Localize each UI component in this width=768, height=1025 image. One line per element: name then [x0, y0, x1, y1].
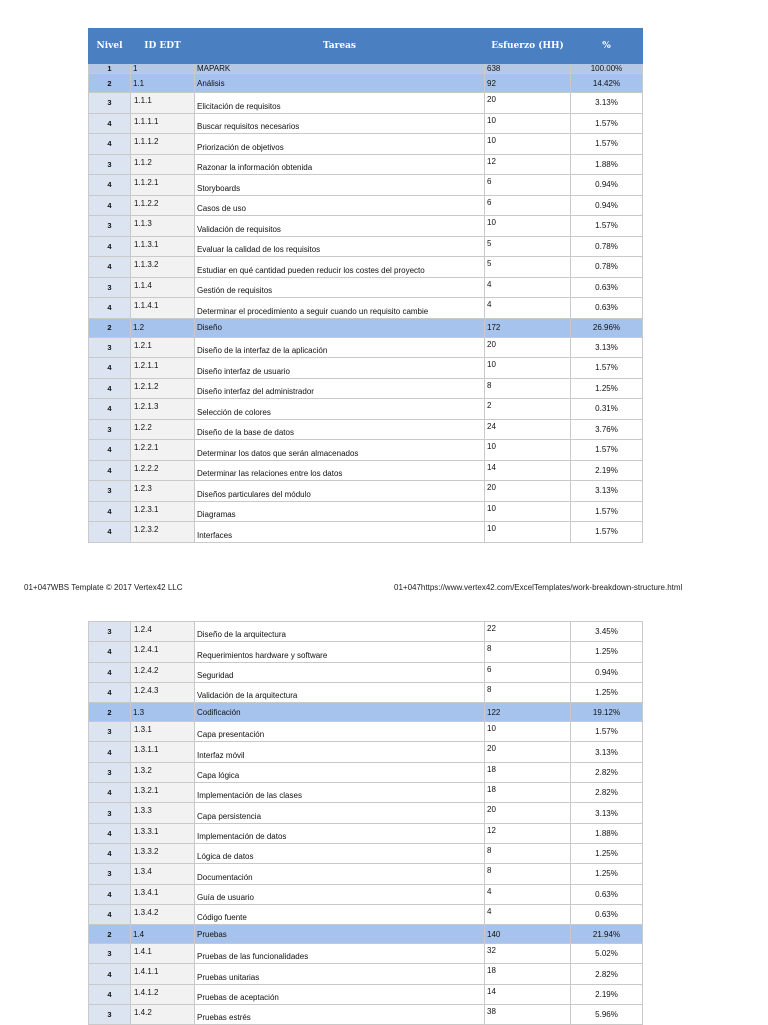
cell-nivel: 4 [89, 843, 131, 863]
table-row [89, 154, 643, 175]
cell-task: Diseño de la base de datos [195, 419, 485, 440]
cell-effort: 20 [485, 481, 571, 502]
cell-nivel: 2 [89, 925, 131, 944]
table-row [89, 864, 643, 884]
header-id-edt: ID EDT [131, 29, 195, 64]
cell-percent: 1.57% [571, 216, 643, 237]
cell-task: Guía de usuario [195, 884, 485, 904]
cell-effort: 18 [485, 783, 571, 803]
wbs-table-bottom [88, 621, 643, 1025]
cell-nivel: 4 [89, 113, 131, 134]
cell-id-edt: 1.4.2 [131, 1005, 195, 1025]
cell-percent: 5.96% [571, 1005, 643, 1025]
cell-effort: 6 [485, 175, 571, 196]
cell-nivel: 3 [89, 154, 131, 175]
cell-percent: 0.63% [571, 277, 643, 298]
cell-id-edt: 1.3.4.1 [131, 884, 195, 904]
table-row [89, 964, 643, 984]
cell-id-edt: 1.4.1.1 [131, 964, 195, 984]
cell-id-edt: 1.2.2.2 [131, 460, 195, 481]
header-row [89, 29, 643, 64]
table-row [89, 522, 643, 543]
cell-effort: 20 [485, 93, 571, 114]
cell-id-edt: 1.1.2 [131, 154, 195, 175]
table-row [89, 703, 643, 722]
cell-id-edt: 1 [131, 64, 195, 74]
cell-percent: 0.94% [571, 662, 643, 682]
cell-effort: 20 [485, 337, 571, 358]
cell-task: Implementación de datos [195, 823, 485, 843]
cell-percent: 26.96% [571, 318, 643, 337]
cell-nivel: 4 [89, 984, 131, 1004]
table-row [89, 134, 643, 155]
cell-nivel: 4 [89, 884, 131, 904]
cell-id-edt: 1.1 [131, 74, 195, 93]
cell-percent: 0.78% [571, 236, 643, 257]
cell-task: Elicitación de requisitos [195, 93, 485, 114]
cell-effort: 32 [485, 944, 571, 964]
cell-percent: 1.57% [571, 358, 643, 379]
table-row [89, 843, 643, 863]
cell-nivel: 4 [89, 358, 131, 379]
cell-task: Pruebas [195, 925, 485, 944]
cell-effort: 6 [485, 195, 571, 216]
table-row [89, 257, 643, 278]
cell-percent: 0.94% [571, 195, 643, 216]
cell-id-edt: 1.1.4 [131, 277, 195, 298]
cell-id-edt: 1.1.4.1 [131, 298, 195, 319]
cell-percent: 2.82% [571, 964, 643, 984]
cell-percent: 1.57% [571, 501, 643, 522]
cell-effort: 12 [485, 823, 571, 843]
cell-nivel: 4 [89, 236, 131, 257]
cell-nivel: 4 [89, 662, 131, 682]
cell-task: Capa presentación [195, 722, 485, 742]
cell-task: Buscar requisitos necesarios [195, 113, 485, 134]
cell-percent: 1.57% [571, 722, 643, 742]
cell-task: Determinar los datos que serán almacenados [195, 440, 485, 461]
table-row [89, 175, 643, 196]
table-row [89, 378, 643, 399]
cell-effort: 10 [485, 113, 571, 134]
cell-effort: 38 [485, 1005, 571, 1025]
table-row [89, 399, 643, 420]
cell-effort: 5 [485, 257, 571, 278]
cell-percent: 1.25% [571, 843, 643, 863]
cell-id-edt: 1.2 [131, 318, 195, 337]
table-row [89, 113, 643, 134]
cell-task: Determinar las relaciones entre los datos [195, 460, 485, 481]
cell-effort: 92 [485, 74, 571, 93]
cell-task: Interfaz móvil [195, 742, 485, 762]
cell-nivel: 4 [89, 964, 131, 984]
cell-nivel: 4 [89, 522, 131, 543]
cell-task: Determinar el procedimiento a seguir cuando un requisito cambie [195, 298, 485, 319]
cell-percent: 1.25% [571, 642, 643, 662]
cell-id-edt: 1.3.2 [131, 762, 195, 782]
cell-percent: 14.42% [571, 74, 643, 93]
cell-effort: 122 [485, 703, 571, 722]
cell-nivel: 3 [89, 944, 131, 964]
table-row [89, 419, 643, 440]
cell-id-edt: 1.3.4.2 [131, 904, 195, 924]
cell-percent: 2.19% [571, 460, 643, 481]
cell-task: Análisis [195, 74, 485, 93]
cell-effort: 12 [485, 154, 571, 175]
cell-nivel: 4 [89, 378, 131, 399]
cell-effort: 10 [485, 134, 571, 155]
table-row [89, 74, 643, 93]
cell-percent: 3.76% [571, 419, 643, 440]
cell-effort: 20 [485, 803, 571, 823]
cell-id-edt: 1.1.1.2 [131, 134, 195, 155]
cell-percent: 0.63% [571, 884, 643, 904]
cell-nivel: 4 [89, 783, 131, 803]
table-row [89, 742, 643, 762]
table-row [89, 884, 643, 904]
cell-task: Diseño de la arquitectura [195, 622, 485, 642]
cell-effort: 18 [485, 964, 571, 984]
cell-nivel: 4 [89, 642, 131, 662]
cell-effort: 14 [485, 460, 571, 481]
cell-effort: 5 [485, 236, 571, 257]
cell-nivel: 4 [89, 904, 131, 924]
table-row [89, 823, 643, 843]
cell-nivel: 3 [89, 419, 131, 440]
cell-nivel: 4 [89, 399, 131, 420]
cell-percent: 2.19% [571, 984, 643, 1004]
cell-task: Estudiar en qué cantidad pueden reducir los costes del proyecto [195, 257, 485, 278]
cell-id-edt: 1.3 [131, 703, 195, 722]
table-row [89, 722, 643, 742]
cell-task: Codificación [195, 703, 485, 722]
cell-task: Gestión de requisitos [195, 277, 485, 298]
cell-task: Priorización de objetivos [195, 134, 485, 155]
cell-id-edt: 1.2.3 [131, 481, 195, 502]
cell-task: Diseño interfaz del administrador [195, 378, 485, 399]
cell-task: Casos de uso [195, 195, 485, 216]
wbs-table-top [88, 28, 643, 543]
cell-effort: 8 [485, 642, 571, 662]
cell-id-edt: 1.2.4.3 [131, 682, 195, 702]
cell-effort: 10 [485, 501, 571, 522]
table-body [89, 622, 643, 1025]
cell-task: Validación de la arquitectura [195, 682, 485, 702]
cell-nivel: 3 [89, 864, 131, 884]
cell-nivel: 3 [89, 1005, 131, 1025]
cell-id-edt: 1.4.1 [131, 944, 195, 964]
table-row [89, 93, 643, 114]
cell-percent: 0.78% [571, 257, 643, 278]
cell-percent: 100.00% [571, 64, 643, 74]
table-row [89, 298, 643, 319]
cell-effort: 24 [485, 419, 571, 440]
cell-nivel: 4 [89, 134, 131, 155]
table-row [89, 944, 643, 964]
cell-task: Interfaces [195, 522, 485, 543]
cell-id-edt: 1.1.1 [131, 93, 195, 114]
cell-nivel: 4 [89, 742, 131, 762]
cell-effort: 4 [485, 298, 571, 319]
cell-id-edt: 1.2.1.3 [131, 399, 195, 420]
cell-percent: 1.57% [571, 113, 643, 134]
cell-effort: 10 [485, 216, 571, 237]
cell-id-edt: 1.2.1 [131, 337, 195, 358]
table-row [89, 925, 643, 944]
cell-nivel: 4 [89, 440, 131, 461]
cell-percent: 1.88% [571, 823, 643, 843]
cell-effort: 4 [485, 884, 571, 904]
cell-percent: 1.25% [571, 864, 643, 884]
cell-effort: 14 [485, 984, 571, 1004]
cell-task: Seguridad [195, 662, 485, 682]
cell-nivel: 2 [89, 318, 131, 337]
cell-nivel: 3 [89, 93, 131, 114]
cell-task: Selección de colores [195, 399, 485, 420]
cell-effort: 638 [485, 64, 571, 74]
cell-task: Implementación de las clases [195, 783, 485, 803]
cell-effort: 10 [485, 440, 571, 461]
cell-task: Documentación [195, 864, 485, 884]
cell-effort: 4 [485, 904, 571, 924]
table-row [89, 642, 643, 662]
cell-task: Pruebas unitarias [195, 964, 485, 984]
table-row [89, 662, 643, 682]
table-row [89, 440, 643, 461]
cell-percent: 3.13% [571, 93, 643, 114]
cell-id-edt: 1.3.4 [131, 864, 195, 884]
cell-id-edt: 1.1.3 [131, 216, 195, 237]
table-row [89, 236, 643, 257]
cell-percent: 5.02% [571, 944, 643, 964]
cell-nivel: 4 [89, 682, 131, 702]
cell-task: Diseños particulares del módulo [195, 481, 485, 502]
footer-left: 01+047WBS Template © 2017 Vertex42 LLC [24, 583, 183, 592]
cell-task: Capa persistencia [195, 803, 485, 823]
table-row [89, 622, 643, 642]
cell-id-edt: 1.2.2.1 [131, 440, 195, 461]
cell-task: Pruebas de las funcionalidades [195, 944, 485, 964]
cell-percent: 1.57% [571, 134, 643, 155]
cell-task: Pruebas estrés [195, 1005, 485, 1025]
cell-id-edt: 1.3.2.1 [131, 783, 195, 803]
cell-task: Storyboards [195, 175, 485, 196]
cell-nivel: 3 [89, 762, 131, 782]
cell-effort: 140 [485, 925, 571, 944]
table-row [89, 195, 643, 216]
cell-nivel: 3 [89, 722, 131, 742]
cell-task: Razonar la información obtenida [195, 154, 485, 175]
cell-id-edt: 1.4.1.2 [131, 984, 195, 1004]
cell-percent: 1.88% [571, 154, 643, 175]
table-row [89, 481, 643, 502]
cell-effort: 172 [485, 318, 571, 337]
cell-percent: 0.94% [571, 175, 643, 196]
cell-nivel: 3 [89, 803, 131, 823]
cell-effort: 20 [485, 742, 571, 762]
table-row [89, 682, 643, 702]
footer-right: 01+047https://www.vertex42.com/ExcelTemplates/work-breakdown-structure.html [394, 583, 683, 592]
cell-task: Diseño [195, 318, 485, 337]
cell-effort: 22 [485, 622, 571, 642]
table-row [89, 216, 643, 237]
cell-percent: 1.57% [571, 440, 643, 461]
cell-id-edt: 1.2.4.2 [131, 662, 195, 682]
cell-nivel: 4 [89, 298, 131, 319]
cell-effort: 6 [485, 662, 571, 682]
cell-effort: 10 [485, 722, 571, 742]
table-row [89, 358, 643, 379]
header-nivel: Nivel [89, 29, 131, 64]
cell-nivel: 1 [89, 64, 131, 74]
cell-nivel: 4 [89, 460, 131, 481]
table-row [89, 762, 643, 782]
table-row [89, 904, 643, 924]
cell-nivel: 4 [89, 257, 131, 278]
cell-id-edt: 1.1.1.1 [131, 113, 195, 134]
cell-task: Código fuente [195, 904, 485, 924]
table-row [89, 984, 643, 1004]
cell-percent: 3.45% [571, 622, 643, 642]
cell-task: Diseño de la interfaz de la aplicación [195, 337, 485, 358]
cell-percent: 3.13% [571, 803, 643, 823]
cell-id-edt: 1.2.4.1 [131, 642, 195, 662]
cell-nivel: 3 [89, 216, 131, 237]
table-row [89, 501, 643, 522]
header-esfuerzo: Esfuerzo (HH) [485, 29, 571, 64]
cell-id-edt: 1.3.1.1 [131, 742, 195, 762]
cell-id-edt: 1.1.3.1 [131, 236, 195, 257]
cell-percent: 0.63% [571, 298, 643, 319]
header-tareas: Tareas [195, 29, 485, 64]
cell-effort: 18 [485, 762, 571, 782]
cell-task: Diseño interfaz de usuario [195, 358, 485, 379]
table-row [89, 460, 643, 481]
cell-task: Validación de requisitos [195, 216, 485, 237]
header-percent: % [571, 29, 643, 64]
cell-id-edt: 1.3.3.2 [131, 843, 195, 863]
cell-effort: 10 [485, 358, 571, 379]
cell-id-edt: 1.2.1.1 [131, 358, 195, 379]
table-row [89, 318, 643, 337]
cell-percent: 2.82% [571, 762, 643, 782]
cell-percent: 21.94% [571, 925, 643, 944]
cell-id-edt: 1.2.3.2 [131, 522, 195, 543]
cell-task: Diagramas [195, 501, 485, 522]
cell-nivel: 4 [89, 501, 131, 522]
table-row [89, 803, 643, 823]
cell-percent: 1.57% [571, 522, 643, 543]
cell-id-edt: 1.1.3.2 [131, 257, 195, 278]
table-row [89, 64, 643, 74]
cell-percent: 2.82% [571, 783, 643, 803]
cell-task: Requerimientos hardware y software [195, 642, 485, 662]
cell-id-edt: 1.3.3.1 [131, 823, 195, 843]
cell-effort: 8 [485, 864, 571, 884]
cell-percent: 3.13% [571, 337, 643, 358]
cell-percent: 1.25% [571, 682, 643, 702]
table-row [89, 277, 643, 298]
cell-effort: 8 [485, 682, 571, 702]
cell-effort: 2 [485, 399, 571, 420]
cell-task: Evaluar la calidad de los requisitos [195, 236, 485, 257]
cell-id-edt: 1.2.1.2 [131, 378, 195, 399]
cell-effort: 10 [485, 522, 571, 543]
cell-nivel: 3 [89, 277, 131, 298]
cell-percent: 3.13% [571, 481, 643, 502]
cell-id-edt: 1.4 [131, 925, 195, 944]
cell-id-edt: 1.2.3.1 [131, 501, 195, 522]
cell-task: Capa lógica [195, 762, 485, 782]
cell-percent: 1.25% [571, 378, 643, 399]
cell-nivel: 3 [89, 481, 131, 502]
cell-task: Lógica de datos [195, 843, 485, 863]
cell-task: MAPARK [195, 64, 485, 74]
cell-id-edt: 1.1.2.2 [131, 195, 195, 216]
cell-effort: 8 [485, 843, 571, 863]
cell-nivel: 3 [89, 622, 131, 642]
cell-nivel: 2 [89, 74, 131, 93]
cell-id-edt: 1.2.2 [131, 419, 195, 440]
cell-task: Pruebas de aceptación [195, 984, 485, 1004]
table-row [89, 1005, 643, 1025]
table-row [89, 783, 643, 803]
cell-percent: 0.63% [571, 904, 643, 924]
cell-id-edt: 1.3.3 [131, 803, 195, 823]
cell-id-edt: 1.3.1 [131, 722, 195, 742]
cell-nivel: 4 [89, 195, 131, 216]
cell-id-edt: 1.1.2.1 [131, 175, 195, 196]
cell-nivel: 3 [89, 337, 131, 358]
cell-percent: 3.13% [571, 742, 643, 762]
cell-percent: 0.31% [571, 399, 643, 420]
cell-effort: 8 [485, 378, 571, 399]
table-body [89, 64, 643, 543]
cell-id-edt: 1.2.4 [131, 622, 195, 642]
cell-nivel: 4 [89, 175, 131, 196]
cell-percent: 19.12% [571, 703, 643, 722]
cell-effort: 4 [485, 277, 571, 298]
cell-nivel: 2 [89, 703, 131, 722]
table-row [89, 337, 643, 358]
cell-nivel: 4 [89, 823, 131, 843]
